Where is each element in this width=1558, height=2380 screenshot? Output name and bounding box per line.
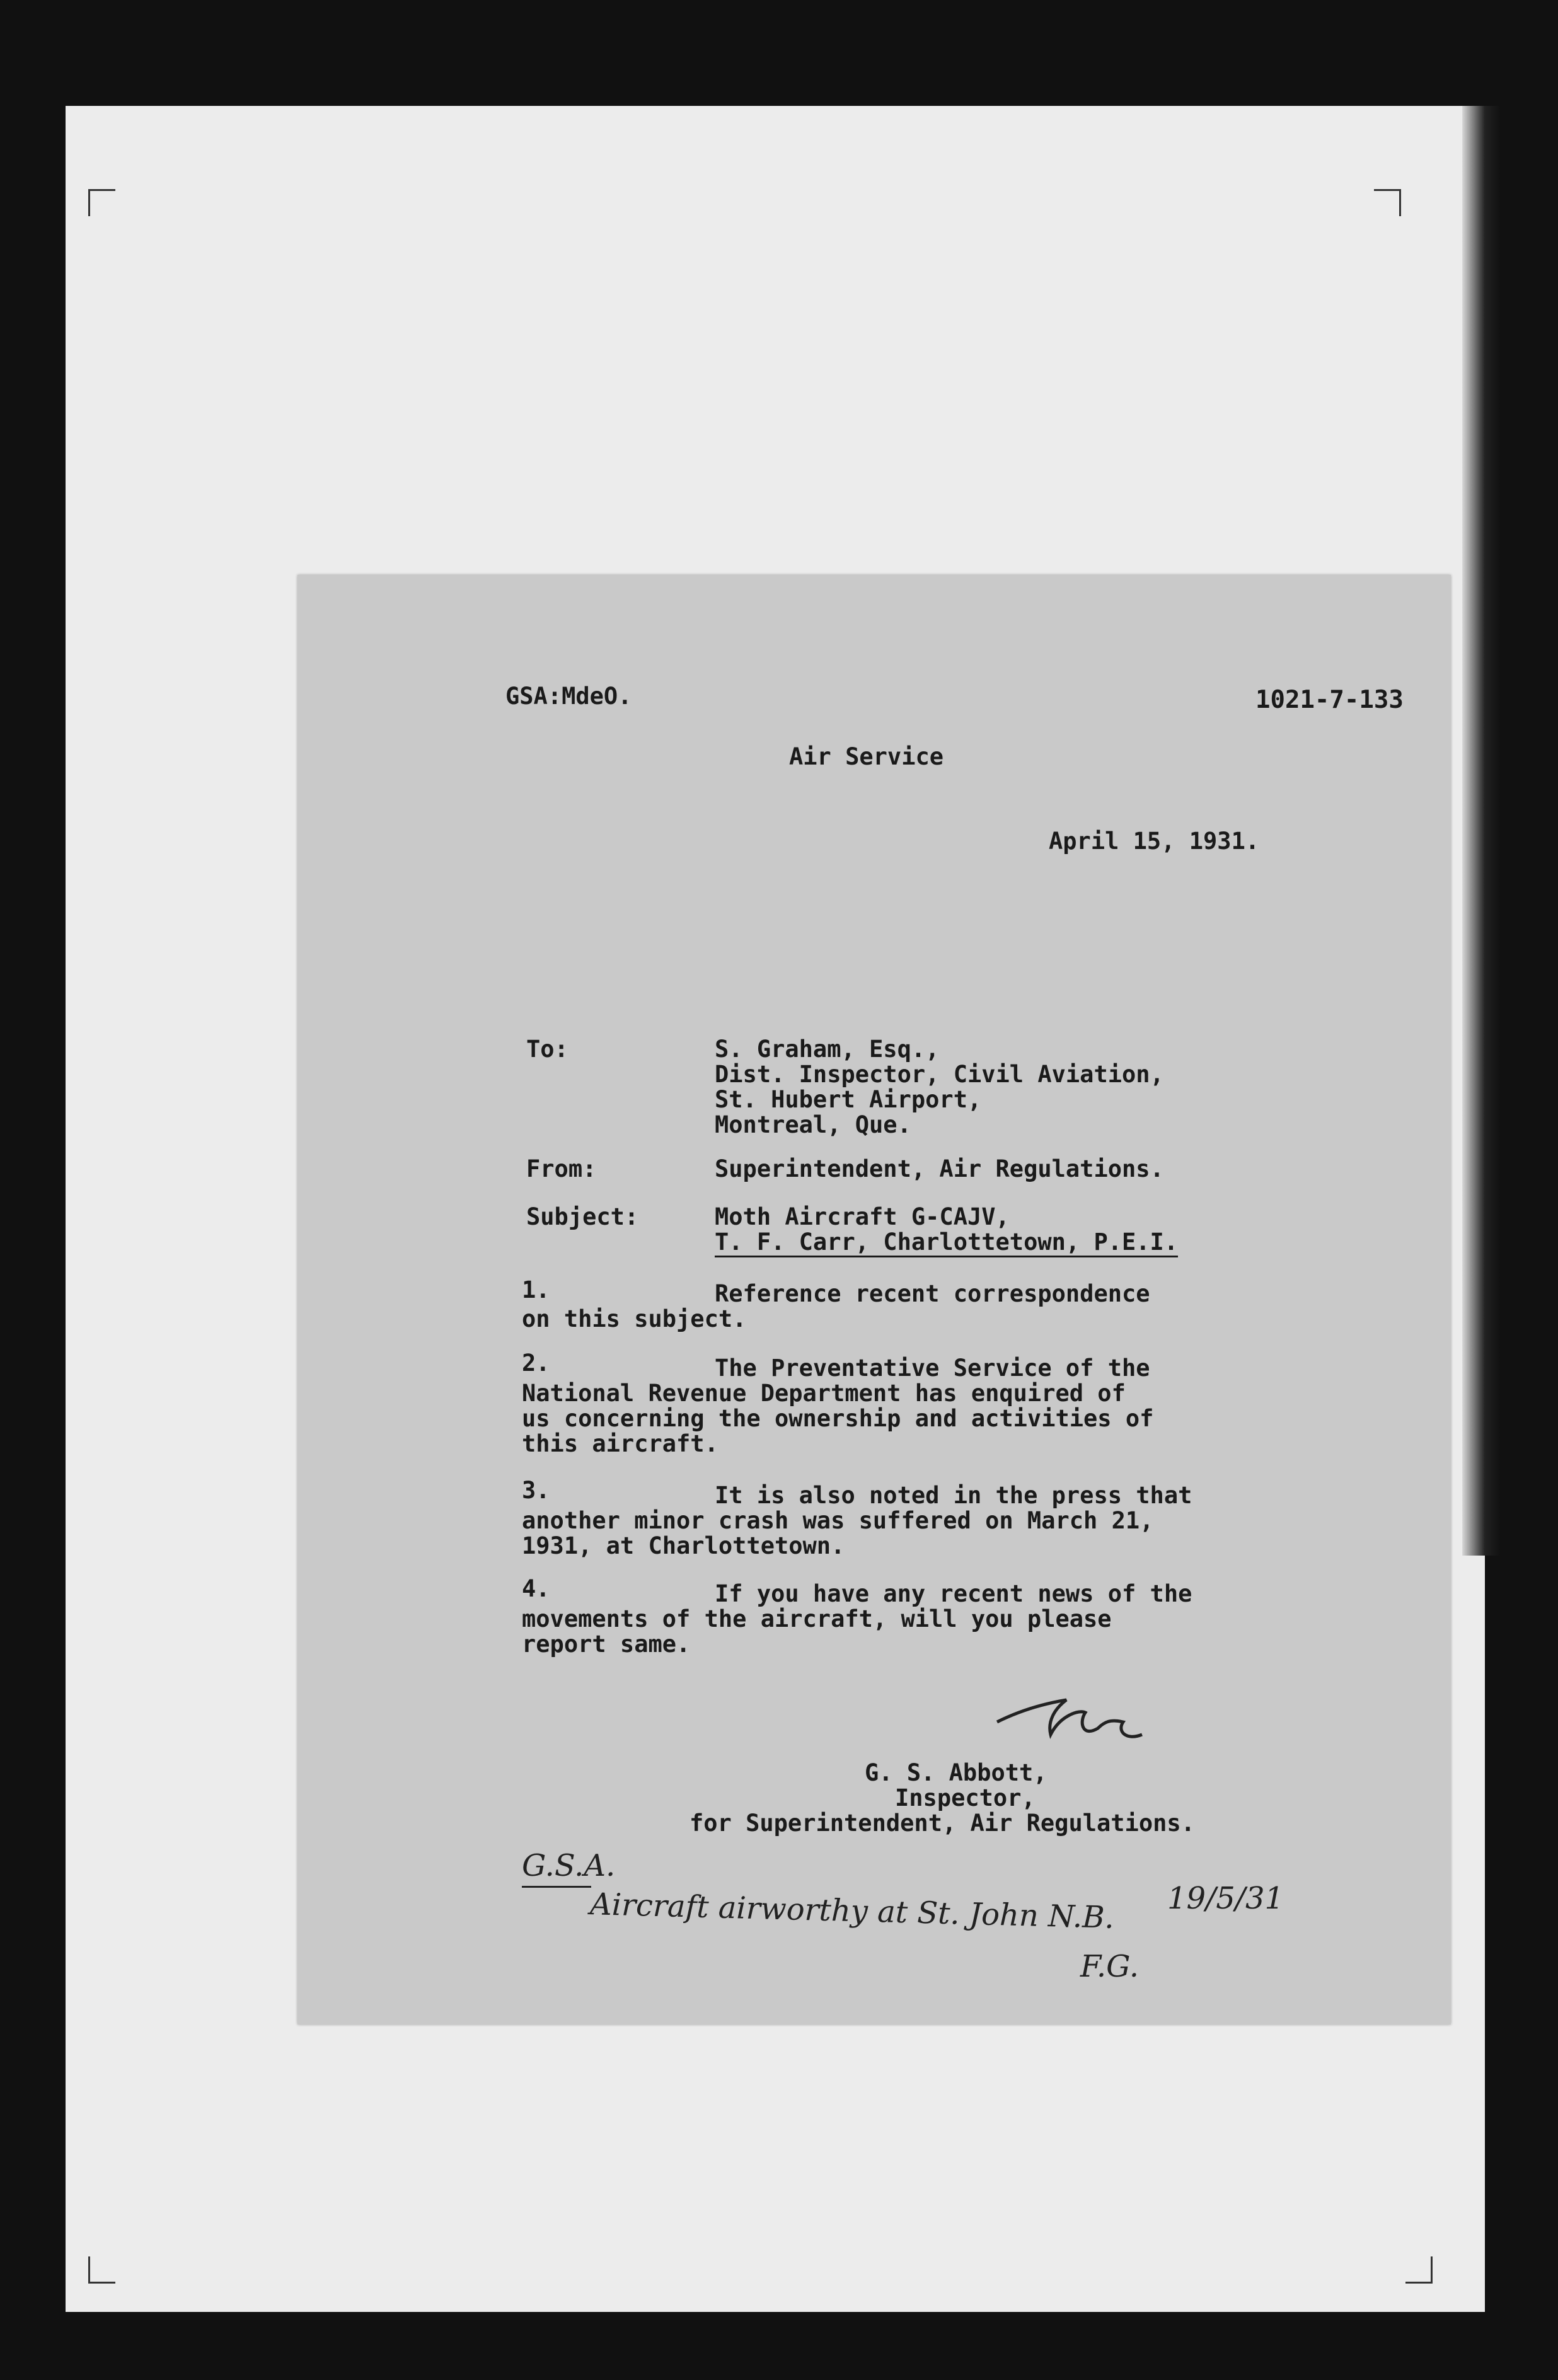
signatory-on-behalf: for Superintendent, Air Regulations. [690,1810,1195,1837]
crop-mark [1374,189,1401,216]
paragraph-number: 1. [522,1276,550,1303]
file-number: 1021-7-133 [1255,686,1404,714]
signatory-title: Inspector, [895,1784,1036,1811]
department-heading: Air Service [789,743,944,770]
signature-scribble [991,1684,1155,1753]
from-value: Superintendent, Air Regulations. [715,1155,1164,1182]
paragraph-line: Reference recent correspondence [715,1280,1150,1307]
crop-mark [88,189,115,216]
paragraph-line: this aircraft. [522,1430,718,1457]
paragraph-line: If you have any recent news of the [715,1580,1192,1607]
handwritten-initials: G.S.A. [522,1848,616,1883]
crop-mark [88,2256,115,2284]
paragraph-line: National Revenue Department has enquired of [522,1380,1126,1407]
handwritten-date: 19/5/31 [1167,1881,1284,1916]
film-edge [1462,106,1500,1556]
handwritten-note: Aircraft airworthy at St. John N.B. [589,1886,1115,1936]
reference-initials: GSA:MdeO. [505,683,632,710]
letter-date: April 15, 1931. [1049,828,1260,855]
to-line: Dist. Inspector, Civil Aviation, [715,1061,1164,1088]
to-line: St. Hubert Airport, [715,1086,982,1113]
paragraph-line: movements of the aircraft, will you please [522,1605,1112,1632]
paragraph-line: another minor crash was suffered on March 21, [522,1507,1154,1534]
subject-line: Moth Aircraft G-CAJV, [715,1203,1010,1230]
to-label: To: [526,1036,568,1063]
to-line: Montreal, Que. [715,1111,911,1138]
paragraph-number: 4. [522,1575,550,1602]
paragraph-line: 1931, at Charlottetown. [522,1532,845,1559]
crop-mark [1405,2256,1433,2284]
subject-label: Subject: [526,1203,639,1230]
from-label: From: [526,1155,597,1182]
letter-page [297,575,1451,2025]
paragraph-line: on this subject. [522,1305,747,1332]
subject-line: T. F. Carr, Charlottetown, P.E.I. [715,1229,1178,1257]
paragraph-number: 2. [522,1349,550,1377]
handwritten-underline [522,1886,591,1888]
paragraph-line: The Preventative Service of the [715,1355,1150,1382]
paragraph-line: us concerning the ownership and activities of [522,1405,1154,1432]
handwritten-mark: F.G. [1080,1949,1139,1984]
paragraph-line: report same. [522,1631,691,1658]
paragraph-line: It is also noted in the press that [715,1482,1192,1509]
signatory-name: G. S. Abbott, [865,1759,1047,1786]
paragraph-number: 3. [522,1477,550,1504]
to-line: S. Graham, Esq., [715,1036,940,1063]
